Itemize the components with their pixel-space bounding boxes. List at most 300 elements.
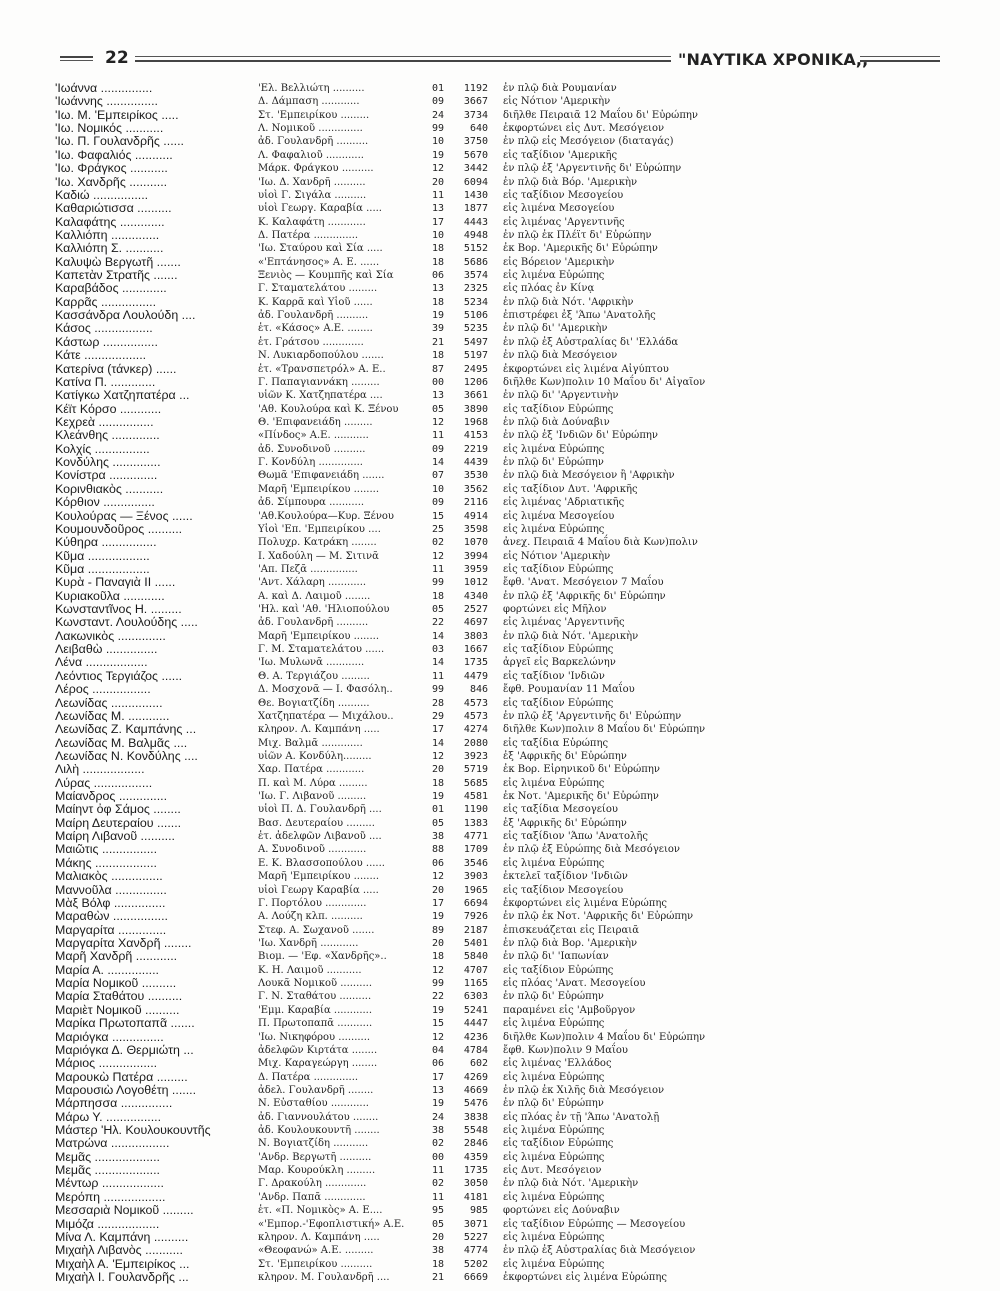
ship-row [0,1004,1000,1017]
ship-row [0,710,1000,723]
ship-status: εἰς Βόρειον 'Αμερικὴν [503,256,615,268]
ship-status: ἐν πλῷ ἐξ Εὐρώπης διὰ Μεσόγειον [503,844,680,856]
tonnage: 4774 [463,1245,488,1257]
build-year: 02 [431,537,444,549]
build-year: 21 [431,1271,444,1283]
owner-name: υἱῶν Κ. Χατζηπατέρα .... [258,390,383,402]
ship-row [0,830,1000,843]
ship-name: Μάρω Υ. ................ [55,1109,162,1124]
build-year: 24 [431,1111,444,1123]
header-rule-right [860,56,940,57]
owner-name: Στ. 'Εμπειρίκου ......... [258,109,370,121]
build-year: 29 [431,710,444,722]
ship-status: εἰς λιμένα Εὐρώπης [503,1258,605,1270]
ship-status: ἐν πλῷ δι' Εὐρώπην [503,1098,604,1110]
ship-status: εἰς ταξίδιον Εὐρώπης [503,403,614,415]
ship-name: 'Ιωάννα ............... [55,81,153,95]
ship-row [0,82,1000,95]
owner-name: 'Απ. Πεζᾶ ............... [258,563,358,575]
ship-row [0,1244,1000,1257]
ship-status: ἀργεῖ εἰς Βαρκελώνην [503,657,616,669]
owner-name: Λ. Φαφαλιοῦ ............ [258,149,364,161]
tonnage: 4479 [463,670,488,682]
ship-name: Λεωνίδας Ν. Κονδύλης .... [55,748,198,763]
build-year: 01 [431,804,444,816]
tonnage: 4697 [463,617,488,629]
ship-name: Κασσάνδρα Λουλούδη .... [55,308,196,323]
ship-status: ἐν πλῷ δι' Εὐρώπην [503,991,604,1003]
tonnage: 3667 [463,96,488,108]
build-year: 18 [431,951,444,963]
build-year: 11 [431,1165,444,1177]
ship-status: εἰς ταξίδιον 'Άπω 'Ανατολῆς [503,831,648,843]
build-year: 02 [431,1138,444,1150]
ship-status: εἰς λιμένα Εὐρώπης [503,1125,605,1137]
owner-name: «'Επτάνησος» Α. Ε. ...... [258,256,380,268]
ship-name: Κατερίνα (τάνκερ) ...... [55,361,177,376]
build-year: 28 [431,697,444,709]
build-year: 39 [431,323,444,335]
build-year: 25 [431,523,444,535]
build-year: 14 [431,657,444,669]
owner-name: ἑτ. ἀδελφῶν Λιβανοῦ .... [258,831,382,843]
ship-status: ἐν πλῷ δι' Εὐρώπην [503,457,604,469]
owner-name: 'Ανδρ. Βεργωτῆ .......... [258,1151,372,1163]
owner-name: Θ. Α. Τεργιάζου ......... [258,670,370,682]
ship-row [0,229,1000,242]
ship-status: διῆλθε Πειραιᾶ 12 Μαΐου δι' Εὐρώπην [503,109,698,121]
ship-row [0,1151,1000,1164]
header-rule-middle [135,56,671,57]
build-year: 22 [431,991,444,1003]
build-year: 99 [431,577,444,589]
tonnage: 3923 [463,750,488,762]
build-year: 09 [431,443,444,455]
owner-name: «Πίνδος» Α.Ε. ........... [258,430,369,442]
tonnage: 4447 [463,1018,488,1030]
owner-name: Κ. Καλαφάτη ............ [258,216,366,228]
ship-status: ἐν πλῷ δι' 'Αργεντινὴν [503,390,619,402]
tonnage: 4439 [463,457,488,469]
tonnage: 2080 [463,737,488,749]
owner-name: Κ. Η. Λαιμοῦ ........... [258,964,362,976]
ship-name: Κονίστρα .............. [55,468,158,483]
ship-status: ἐν πλῷ διὰ Δούναβιν [503,416,610,428]
ship-name: Μαίρη Δευτεραίου ....... [55,815,182,830]
ship-name: Μαρῆ Χανδρῆ ............ [55,949,178,964]
ship-name: Μαργαρίτα .............. [55,922,167,937]
owner-name: Γ. Δρακούλη ............. [258,1178,367,1190]
ship-name: Λιλὴ .................. [55,762,145,777]
ship-name: Καπετὰν Στρατῆς ....... [55,268,178,283]
ship-name: Μαρία Νομικοῦ .......... [55,976,177,991]
ship-name: Μὰξ Βόλφ ............... [55,895,166,910]
ship-status: εἰς λιμένα Εὐρώπης [503,857,605,869]
tonnage: 4914 [463,510,488,522]
tonnage: 1877 [463,203,488,215]
ship-status: εἰς λιμένας 'Αργεντινῆς [503,216,625,228]
build-year: 17 [431,724,444,736]
ship-name: Μιχαὴλ Ι. Γουλανδρῆς ... [55,1269,189,1284]
ship-status: εἰς λιμένα Εὐρώπης [503,523,605,535]
owner-name: Μαρῆ 'Εμπειρίκου ........ [258,483,380,495]
build-year: 00 [431,1151,444,1163]
ship-name: Καδιώ ................ [55,187,149,202]
build-year: 19 [431,911,444,923]
ship-row [0,616,1000,629]
build-year: 12 [431,163,444,175]
tonnage: 3994 [463,550,488,562]
tonnage: 3442 [463,163,488,175]
ship-name: Λύρας ................. [55,775,153,790]
owner-name: ἑτ. «Κάσος» Α.Ε. ........ [258,323,373,335]
tonnage: 4581 [463,791,488,803]
ship-row [0,550,1000,563]
ship-status: ἐκ Βορ. Εἰρηνικοῦ δι' Εὐρώπην [503,764,660,776]
build-year: 88 [431,844,444,856]
ship-name: Μάκης .................. [55,855,157,870]
ship-row [0,977,1000,990]
build-year: 20 [431,1231,444,1243]
ship-status: παραμένει εἰς 'Αμβοῦργον [503,1004,636,1016]
ship-status: ἐκφορτώνει εἰς λιμένα Αἰγύπτου [503,363,669,375]
ship-name: Μαργαρίτα Χανδρῆ ........ [55,936,192,950]
build-year: 20 [431,176,444,188]
ship-status: ἐπιστρέφει ἐξ 'Άπω 'Ανατολῆς [503,310,656,322]
build-year: 19 [431,149,444,161]
build-year: 14 [431,457,444,469]
ship-name: Μιμόζα .................. [55,1216,160,1231]
ship-row [0,483,1000,496]
tonnage: 5840 [463,951,488,963]
tonnage: 4669 [463,1084,488,1096]
tonnage: 5497 [463,336,488,348]
ship-row [0,723,1000,736]
build-year: 11 [431,430,444,442]
ship-status: εἰς Νότιον 'Αμερικὴν [503,550,611,562]
tonnage: 1190 [463,804,488,816]
ship-row [0,1031,1000,1044]
ship-name: Κῦμα .................. [55,561,150,576]
tonnage: 1735 [463,1165,488,1177]
tonnage: 5476 [463,1098,488,1110]
ship-row [0,563,1000,576]
tonnage: 4573 [463,710,488,722]
ship-name: Καραβάδος ............. [55,281,167,296]
ship-name: 'Ιω. Φαφαλιός ........... [55,147,173,162]
ship-name: Κεχρεὰ ................ [55,414,154,429]
build-year: 05 [431,817,444,829]
ship-name: 'Ιωάννης ............... [55,94,158,109]
ship-row [0,737,1000,750]
build-year: 13 [431,283,444,295]
ship-row [0,1204,1000,1217]
build-year: 12 [431,416,444,428]
ship-status: ἀνεχ. Πειραιᾶ 4 Μαΐου διὰ Κων)πολιν [503,537,698,549]
ship-row [0,590,1000,603]
ship-status: ἐν πλῷ διὰ Μεσόγειον ἢ 'Αφρικὴν [503,470,675,482]
ship-name: Λεόντιος Τεργιάζος ...... [55,668,183,683]
build-year: 12 [431,550,444,562]
ship-row [0,162,1000,175]
build-year: 13 [431,203,444,215]
ship-name: Κλεάνθης .............. [55,428,160,443]
build-year: 00 [431,376,444,388]
owner-name: Γ. Ν. Σταθάτου .......... [258,991,372,1003]
build-year: 10 [431,136,444,148]
build-year: 13 [431,390,444,402]
ship-name: Μαραθὼν ................ [55,909,168,924]
owner-name: Δ. Πατέρα .............. [258,229,359,241]
tonnage: 3071 [463,1218,488,1230]
owner-name: Θ. 'Επιφανειάδη ......... [258,416,373,428]
ship-name: Λέρος ................. [55,682,151,697]
tonnage: 4784 [463,1044,488,1056]
ship-name: Κῦμα .................. [55,548,150,563]
ship-name: Μεμᾶς ................... [55,1163,160,1178]
owner-name: Υἱοὶ 'Επ. 'Εμπειρίκου .... [258,523,381,535]
owner-name: ἀδ. Σίμπουρα ........... [258,497,365,509]
ship-row [0,656,1000,669]
tonnage: 4359 [463,1151,488,1163]
ship-row [0,777,1000,790]
ship-row [0,1271,1000,1284]
tonnage: 2116 [463,497,488,509]
tonnage: 3903 [463,871,488,883]
build-year: 05 [431,403,444,415]
ship-row [0,376,1000,389]
tonnage: 640 [469,123,488,135]
build-year: 18 [431,590,444,602]
ship-status: ἐν πλῷ δι' 'Ιαπωνίαν [503,951,609,963]
build-year: 12 [431,1031,444,1043]
ship-row [0,536,1000,549]
ship-row [0,456,1000,469]
owner-name: Ξενιὸς — Κουμπῆς καὶ Σία [258,270,394,282]
ship-name: Μάρπησσα ............... [55,1096,173,1111]
ship-row [0,429,1000,442]
tonnage: 5234 [463,296,488,308]
tonnage: 1430 [463,189,488,201]
ship-name: Καλλιόπη .............. [55,227,160,242]
ship-status: εἰς ταξίδιον Εὐρώπης [503,1138,614,1150]
build-year: 99 [431,684,444,696]
ship-row [0,389,1000,402]
ship-status: εἰς ταξίδιον Εὐρώπης — Μεσογείου [503,1218,686,1230]
ship-name: Λεωνίδας Ζ. Καμπάνης ... [55,722,197,737]
ship-list [0,82,1000,1284]
owner-name: Γ. Μ. Σταματελάτου ...... [258,644,385,656]
ship-row [0,950,1000,963]
ship-row [0,683,1000,696]
ship-status: εἰς λιμένα Μεσογείου [503,510,615,522]
owner-name: Π. καὶ Μ. Λύρα ......... [258,777,368,789]
ship-name: Μαρία Σταθάτου .......... [55,989,183,1004]
ship-name: 'Ιω. Χανδρῆς ........... [55,174,168,189]
ship-status: ἐν πλῷ ἐκ Πλέϊτ δι' Εὐρώπην [503,229,652,241]
ship-status: εἰς Δυτ. Μεσόγειον [503,1165,602,1177]
ship-row [0,1071,1000,1084]
ship-status: εἰς λιμένα Εὐρώπης [503,1191,605,1203]
tonnage: 5235 [463,323,488,335]
ship-status: ἐκφορτώνει εἰς λιμένα Εὐρώπης [503,897,667,909]
tonnage: 1667 [463,644,488,656]
ship-status: ἐν πλῷ διὰ Νότ. 'Αμερικὴν [503,1178,639,1190]
ship-name: Μαρίκα Πρωτοπαπᾶ ....... [55,1016,195,1031]
ship-name: Κουμουνδοῦρος .......... [55,521,183,536]
ship-status: ἐν πλῷ διὰ Νότ. 'Αφρικὴν [503,296,634,308]
ship-status: εἰς ταξίδιον Εὐρώπης [503,964,614,976]
build-year: 19 [431,1004,444,1016]
owner-name: Στεφ. Α. Σωχανοῦ ....... [258,924,375,936]
ship-status: ἐκ Νοτ. 'Αμερικῆς δι' Εὐρώπην [503,791,659,803]
owner-name: ἀδελ. Γουλανδρῆ ........ [258,1084,374,1096]
ship-row [0,135,1000,148]
ship-status: εἰς ταξίδιον Μεσογείου [503,189,624,201]
build-year: 09 [431,497,444,509]
tonnage: 5227 [463,1231,488,1243]
ship-status: ἐξ 'Αφρικῆς δι' Εὐρώπην [503,750,627,762]
tonnage: 1192 [463,83,488,94]
build-year: 38 [431,1245,444,1257]
ship-name: Μαριόγκα Δ. Θερμιώτη ... [55,1042,194,1057]
tonnage: 3546 [463,857,488,869]
owner-name: Μιχ. Βαλμᾶ ............. [258,737,363,749]
owner-name: Ν. Βογιατζίδη ........... [258,1138,369,1150]
build-year: 87 [431,363,444,375]
tonnage: 2219 [463,443,488,455]
owner-name: Ι. Χαδούλη — Μ. Σιτινᾶ [258,550,379,562]
ship-row [0,1111,1000,1124]
tonnage: 2495 [463,363,488,375]
ship-status: ἔφθ. 'Ανατ. Μεσόγειον 7 Μαΐου [503,577,664,589]
build-year: 17 [431,897,444,909]
header-rule-left-thin [60,60,93,61]
ship-row [0,924,1000,937]
ship-row [0,1044,1000,1057]
owner-name: ἑτ. «Τρανσπετρόλ» Α. Ε.. [258,363,386,375]
build-year: 17 [431,216,444,228]
ship-name: Κωνσταντῖνος Η. ......... [55,602,182,617]
ship-row [0,1124,1000,1137]
build-year: 19 [431,1098,444,1110]
owner-name: Γ. Πορτόλου ............. [258,897,367,909]
ship-name: Μαρουκὼ Πατέρα ......... [55,1069,188,1084]
tonnage: 1735 [463,657,488,669]
ship-status: εἰς λιμένας 'Αδριατικῆς [503,497,625,509]
tonnage: 4274 [463,724,488,736]
owner-name: Ν. Λυκιαρδοπούλου ....... [258,350,384,362]
ship-status: εἰς πλόας ἐν τῇ 'Άπω 'Ανατολῇ [503,1111,660,1123]
owner-name: Λουκᾶ Νομικοῦ .......... [258,978,373,990]
build-year: 18 [431,1258,444,1270]
ship-status: εἰς ταξίδιον Δυτ. 'Αφρικῆς [503,483,638,495]
ship-status: εἰς λιμένα Εὐρώπης [503,1071,605,1083]
ship-row [0,964,1000,977]
ship-name: Κέϊτ Κόρσο ............ [55,401,162,416]
owner-name: Στ. 'Εμπειρίκου .......... [258,1258,373,1270]
ship-row [0,443,1000,456]
ship-name: Κολχίς ................ [55,441,150,456]
tonnage: 1965 [463,884,488,896]
ship-row [0,109,1000,122]
owner-name: Πολυχρ. Κατράκη ........ [258,537,377,549]
build-year: 09 [431,96,444,108]
tonnage: 3598 [463,523,488,535]
build-year: 21 [431,336,444,348]
tonnage: 5241 [463,1004,488,1016]
owner-name: Θωμᾶ 'Επιφανειάδη ....... [258,470,385,482]
owner-name: Βιομ. — 'Εφ. «Χανδρῆς».. [258,951,387,963]
tonnage: 3574 [463,270,488,282]
ship-status: φορτώνει εἰς Δούναβιν [503,1205,620,1217]
ship-status: ἐν πλῷ διὰ Βόρ. 'Αμερικὴν [503,176,638,188]
build-year: 18 [431,350,444,362]
owner-name: Δ. Πατέρα .............. [258,1071,359,1083]
owner-name: Α. καὶ Δ. Λαιμοῦ ........ [258,590,371,602]
owner-name: «'Εμπορ.-'Εφοπλιστική» Α.Ε. [258,1218,405,1230]
ship-name: Μαλιακὸς ............... [55,869,163,884]
ship-row [0,1057,1000,1070]
ship-status: ἔφθ. Ρουμανίαν 11 Μαΐου [503,684,635,696]
tonnage: 5401 [463,938,488,949]
ship-status: ἐπισκευάζεται εἰς Πειραιᾶ [503,924,639,936]
tonnage: 4948 [463,229,488,241]
build-year: 06 [431,270,444,282]
tonnage: 3050 [463,1178,488,1190]
owner-name: 'Εμμ. Καραβία ............ [258,1004,373,1016]
ship-row [0,176,1000,189]
ship-row [0,322,1000,335]
ship-name: Μερόπη .................. [55,1189,166,1204]
build-year: 15 [431,510,444,522]
ship-row [0,349,1000,362]
owner-name: κληρον. Λ. Καμπάνη ..... [258,724,380,736]
build-year: 15 [431,1018,444,1030]
owner-name: «Θεοφανώ» Α.Ε. ......... [258,1245,374,1257]
ship-status: εἰς ταξίδιον 'Αμερικῆς [503,149,618,161]
ship-row [0,697,1000,710]
ship-row [0,282,1000,295]
owner-name: ἑτ. Γράτσου ............. [258,336,364,348]
build-year: 18 [431,296,444,308]
ship-row [0,336,1000,349]
tonnage: 3959 [463,563,488,575]
tonnage: 1165 [463,978,488,990]
ship-status: ἐν πλῷ ἐξ Αὐστραλίας δι' 'Ελλάδα [503,336,679,348]
ship-row [0,843,1000,856]
tonnage: 602 [469,1058,488,1070]
tonnage: 2187 [463,924,488,936]
page-number: 22 [105,48,129,68]
ship-name: Κάστωρ ................ [55,334,158,349]
owner-name: υἱοὶ Γεωργ. Καραβία ..... [258,203,382,215]
ship-name: Μέντωρ .................. [55,1176,164,1191]
ship-row [0,202,1000,215]
build-year: 06 [431,1058,444,1070]
ship-status: εἰς πλόας 'Ανατ. Μεσογείου [503,978,646,990]
ship-status: εἰς πλόας ἐν Κίνᾳ [503,283,595,295]
ship-name: Λειβαθὼ ............... [55,642,158,657]
ship-row [0,510,1000,523]
build-year: 11 [431,670,444,682]
header-rule-middle-thick [135,60,671,62]
ship-name: Κουλούρας — Ξένος ...... [55,508,193,523]
ship-status: ἐν πλῷ ἐξ 'Αφρικῆς δι' Εὐρώπην [503,590,666,602]
ship-status: ἐκφορτώνει εἰς λιμένα Εὐρώπης [503,1271,667,1283]
tonnage: 3890 [463,403,488,415]
ship-status: εἰς λιμένα Εὐρώπης [503,270,605,282]
